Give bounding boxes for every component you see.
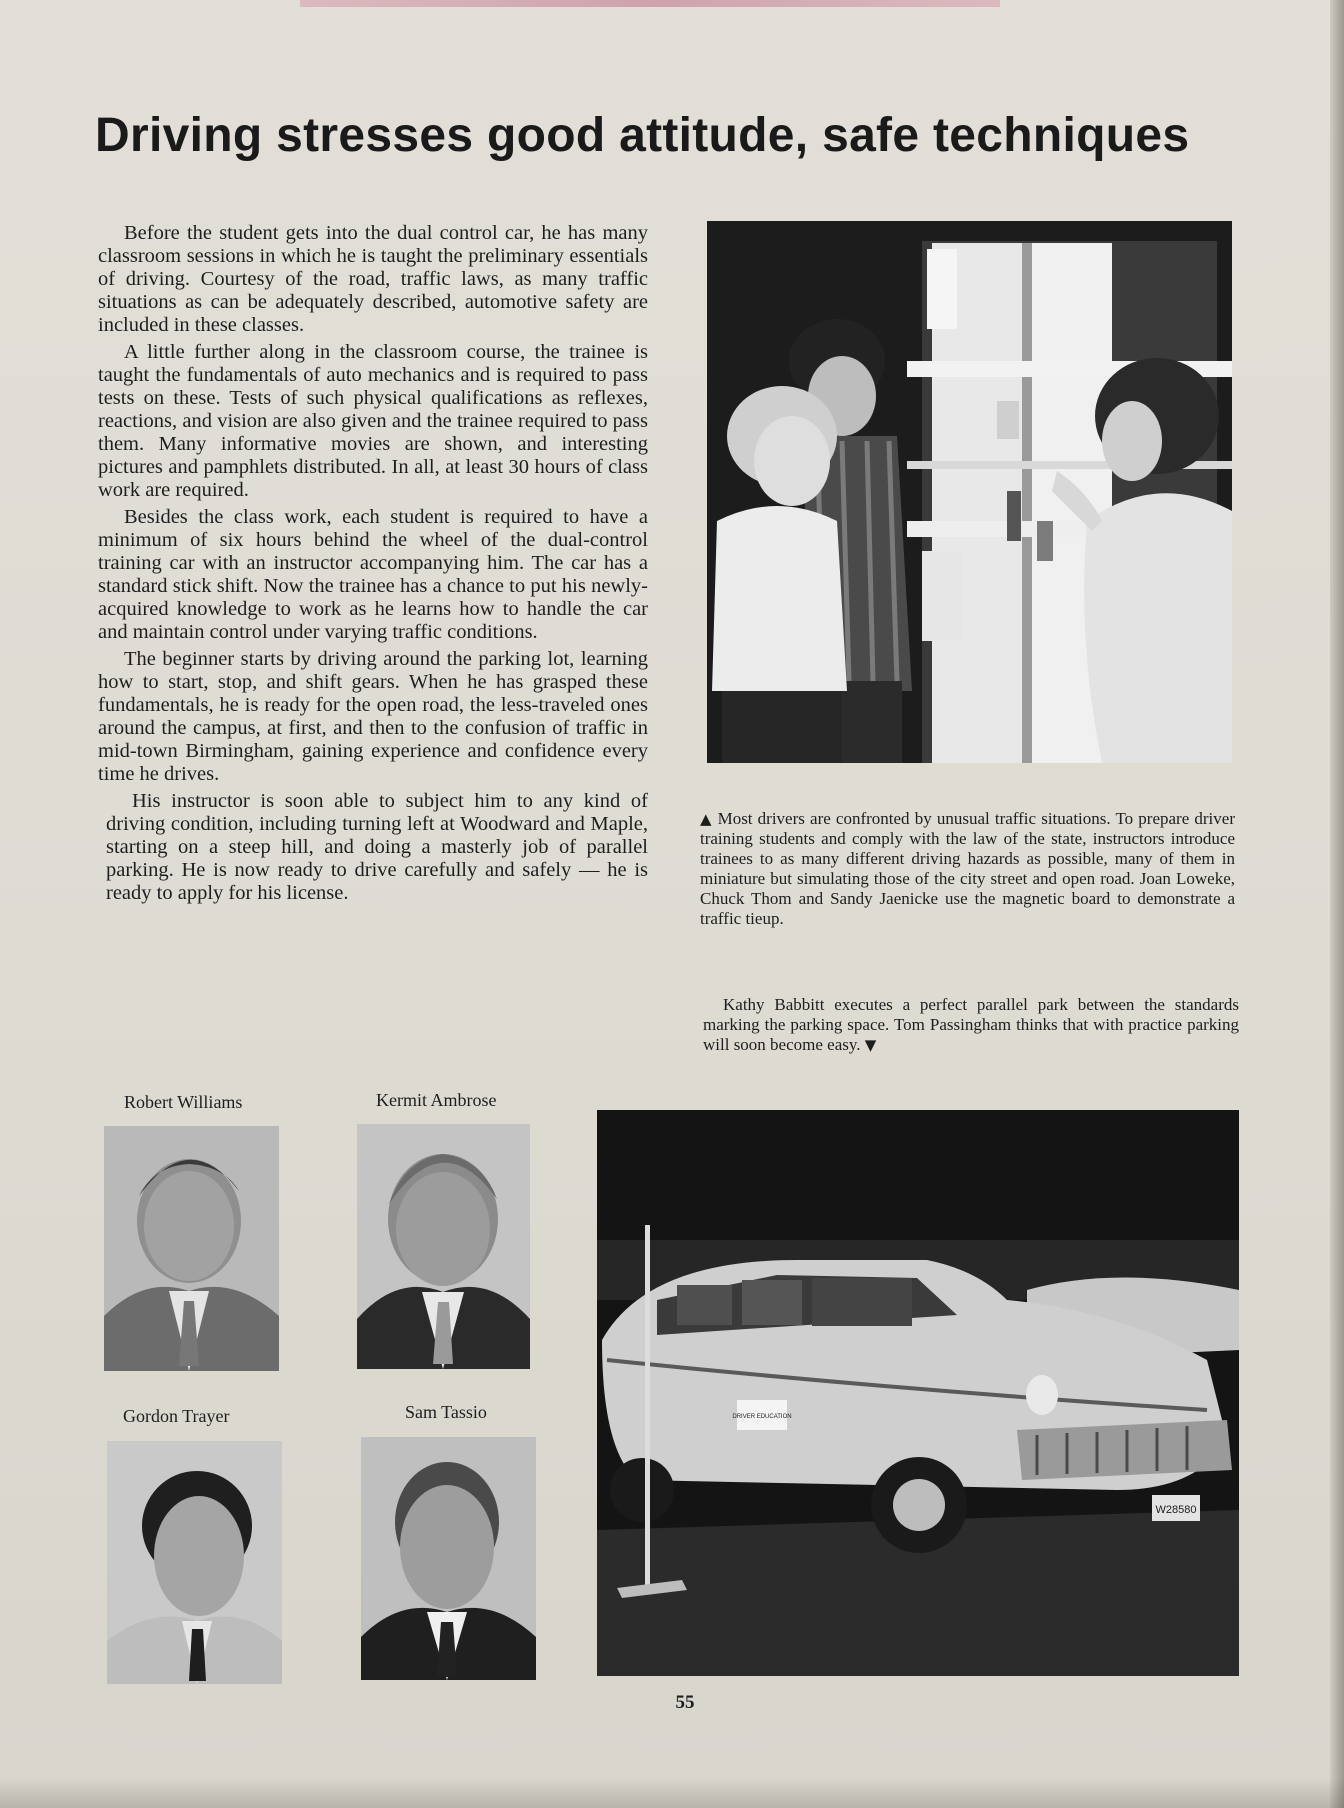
caption-up-arrow-icon: ▲ — [700, 810, 713, 828]
portrait-photo-1 — [104, 1126, 279, 1371]
paragraph-2: A little further along in the classroom course, the trainee is taught the fundamentals of auto mechanics and is required to pass tests on these. Tests of such physical qualifications as reflexes, reactions, and vision are also given and the trainee required to pass them. Many informative movies are shown, and interesting pictures and pamphlets distributed. In all, at least 30 hours of class work are required. — [98, 341, 648, 501]
top-photo-caption — [700, 809, 1235, 929]
page-bottom-shadow — [0, 1778, 1344, 1808]
instructor-name-1: Robert Williams — [124, 1092, 243, 1112]
article-body — [98, 222, 648, 909]
paragraph-1: Before the student gets into the dual control car, he has many classroom sessions in which he is taught the preliminary essentials of driving. Courtesy of the road, traffic laws, as many traffic situations as can be adequately described, automotive safety are included in these classes. — [98, 222, 648, 336]
bottom-caption-text: Kathy Babbitt executes a perfect parallel park between the standards marking the parking space. Tom Passingham thinks that with practice parking will soon become easy. — [703, 995, 1239, 1054]
page-binding-edge — [1330, 0, 1344, 1808]
bottom-photo-caption — [703, 995, 1239, 1055]
page-number: 55 — [675, 1692, 695, 1713]
page-top-edge — [300, 0, 1000, 7]
page-title: Driving stresses good attitude, safe techniques — [95, 109, 1190, 162]
instructor-name-2: Kermit Ambrose — [376, 1090, 497, 1110]
paragraph-3: Besides the class work, each student is required to have a minimum of six hours behind the wheel of the dual-control training car with an instructor accompanying him. The car has a standard stick shift. Now the trainee has a chance to put his newly-acquired knowledge to work as he learns how to handle the car and maintain control under varying traffic conditions. — [98, 506, 648, 643]
paragraph-4: The beginner starts by driving around the parking lot, learning how to start, stop, and shift gears. When he has grasped these fundamentals, he is ready for the open road, the less-traveled ones around the campus, at first, and then to the confusion of traffic in mid-town Birmingham, gaining experience and confidence every time he drives. — [98, 648, 648, 785]
caption-down-arrow-icon: ▼ — [864, 1036, 877, 1054]
top-caption-text: Most drivers are confronted by unusual traffic situations. To prepare driver training students and comply with the law of the state, instructors introduce trainees to as many different driving hazards as possible, many of them in miniature but simulating those of the city street and open road. Joan Loweke, Chuck Thom and Sandy Jaenicke use the magnetic board to demonstrate a traffic tieup. — [700, 809, 1235, 928]
magnetic-board-photo — [707, 221, 1232, 763]
paragraph-5: His instructor is soon able to subject him to any kind of driving condition, including turning left at Woodward and Maple, starting on a steep hill, and doing a masterly job of parallel parking. He is now ready to drive carefully and safely — he is ready to apply for his license. — [106, 790, 648, 904]
portrait-photo-2 — [357, 1124, 530, 1369]
instructor-name-4: Sam Tassio — [405, 1402, 487, 1422]
car-door-sign: DRIVER EDUCATION — [732, 1414, 792, 1420]
portrait-photo-3 — [107, 1441, 282, 1684]
driver-training-car-photo — [597, 1110, 1239, 1676]
license-plate: W28580 — [1155, 1504, 1197, 1516]
instructor-name-3: Gordon Trayer — [123, 1406, 230, 1426]
portrait-photo-4 — [361, 1437, 536, 1680]
